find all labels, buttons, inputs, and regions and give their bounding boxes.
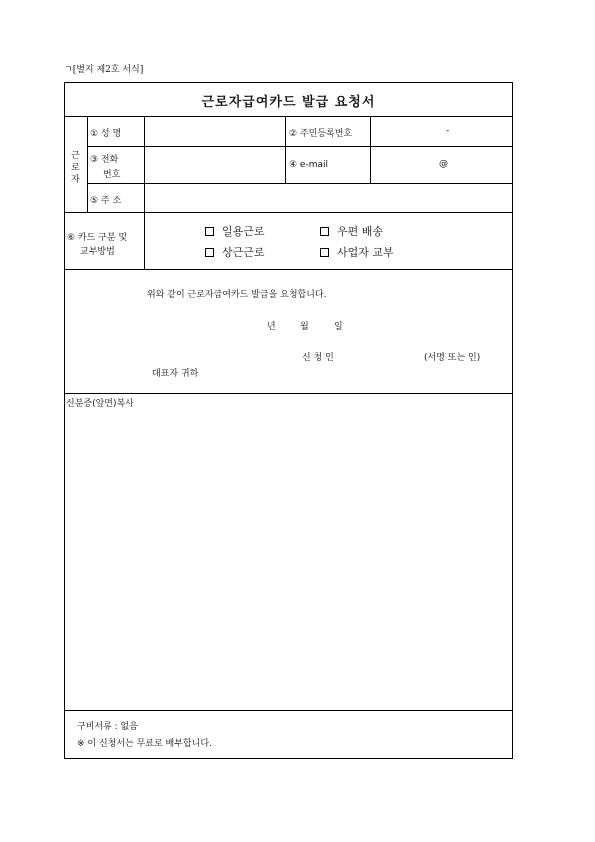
- section-divider-1: [64, 212, 513, 213]
- form-title: 근로자급여카드 발급 요청서: [201, 95, 376, 110]
- option-daily-worker[interactable]: [205, 223, 265, 239]
- applicant-sign-label: 신 청 인: [302, 353, 334, 363]
- email-label: ④ e-mail: [289, 160, 328, 170]
- regular-worker-checkbox[interactable]: [205, 248, 214, 257]
- mid-column-line: [285, 116, 286, 183]
- card-type-label-line-1: ⑥ 카드 구분 및: [67, 233, 128, 243]
- signature-label: (서명 또는 인): [424, 353, 481, 363]
- name-field[interactable]: [145, 117, 284, 145]
- request-statement: 위와 같이 근로자급여카드 발급을 요청합니다.: [147, 290, 327, 300]
- phone-label-line-1: ③ 전화: [90, 155, 119, 165]
- option-postal-delivery[interactable]: [320, 223, 383, 239]
- group-column-line: [87, 116, 88, 212]
- option-employer-delivery[interactable]: [320, 244, 394, 260]
- applicant-group-char-2: 로: [71, 163, 80, 173]
- right-label-line: [370, 116, 371, 183]
- form-caption: ㄱ[별지 제2호 서식]: [64, 65, 144, 75]
- required-documents: 구비서류 : 없음: [77, 722, 138, 732]
- addressee: 대표자 귀하: [152, 369, 199, 379]
- section-divider-3: [64, 393, 513, 394]
- daily-worker-label: 일용근로: [222, 225, 265, 238]
- postal-delivery-label: 우편 배송: [337, 225, 384, 238]
- employer-delivery-checkbox[interactable]: [320, 248, 329, 257]
- card-type-label-line-2: 교부방법: [80, 247, 115, 257]
- name-label: ① 성 명: [90, 129, 122, 139]
- postal-delivery-checkbox[interactable]: [320, 227, 329, 236]
- address-label: ⑤ 주 소: [90, 196, 122, 206]
- applicant-group-char-3: 자: [71, 175, 80, 185]
- section-divider-4: [64, 710, 513, 711]
- phone-field[interactable]: [145, 147, 284, 182]
- date-year: 년: [267, 322, 276, 332]
- id-copy-label: 신분증(앞면)복사: [66, 399, 134, 409]
- free-distribution-note: ※ 이 신청서는 무료로 배부합니다.: [77, 739, 212, 749]
- daily-worker-checkbox[interactable]: [205, 227, 214, 236]
- applicant-group-char-1: 근: [71, 151, 80, 161]
- section-divider-2: [64, 269, 513, 270]
- date-month: 월: [300, 322, 309, 332]
- option-regular-worker[interactable]: [205, 244, 265, 260]
- email-value[interactable]: @: [439, 159, 448, 169]
- phone-label-line-2: 번호: [103, 170, 121, 180]
- regular-worker-label: 상근근로: [222, 246, 265, 259]
- rrn-label: ② 주민등록번호: [289, 129, 353, 139]
- id-copy-area[interactable]: [65, 408, 512, 709]
- address-field[interactable]: [145, 184, 512, 211]
- date-day: 일: [334, 322, 343, 332]
- employer-delivery-label: 사업자 교부: [337, 246, 394, 259]
- rrn-value[interactable]: -: [446, 126, 450, 136]
- title-divider: [64, 116, 513, 117]
